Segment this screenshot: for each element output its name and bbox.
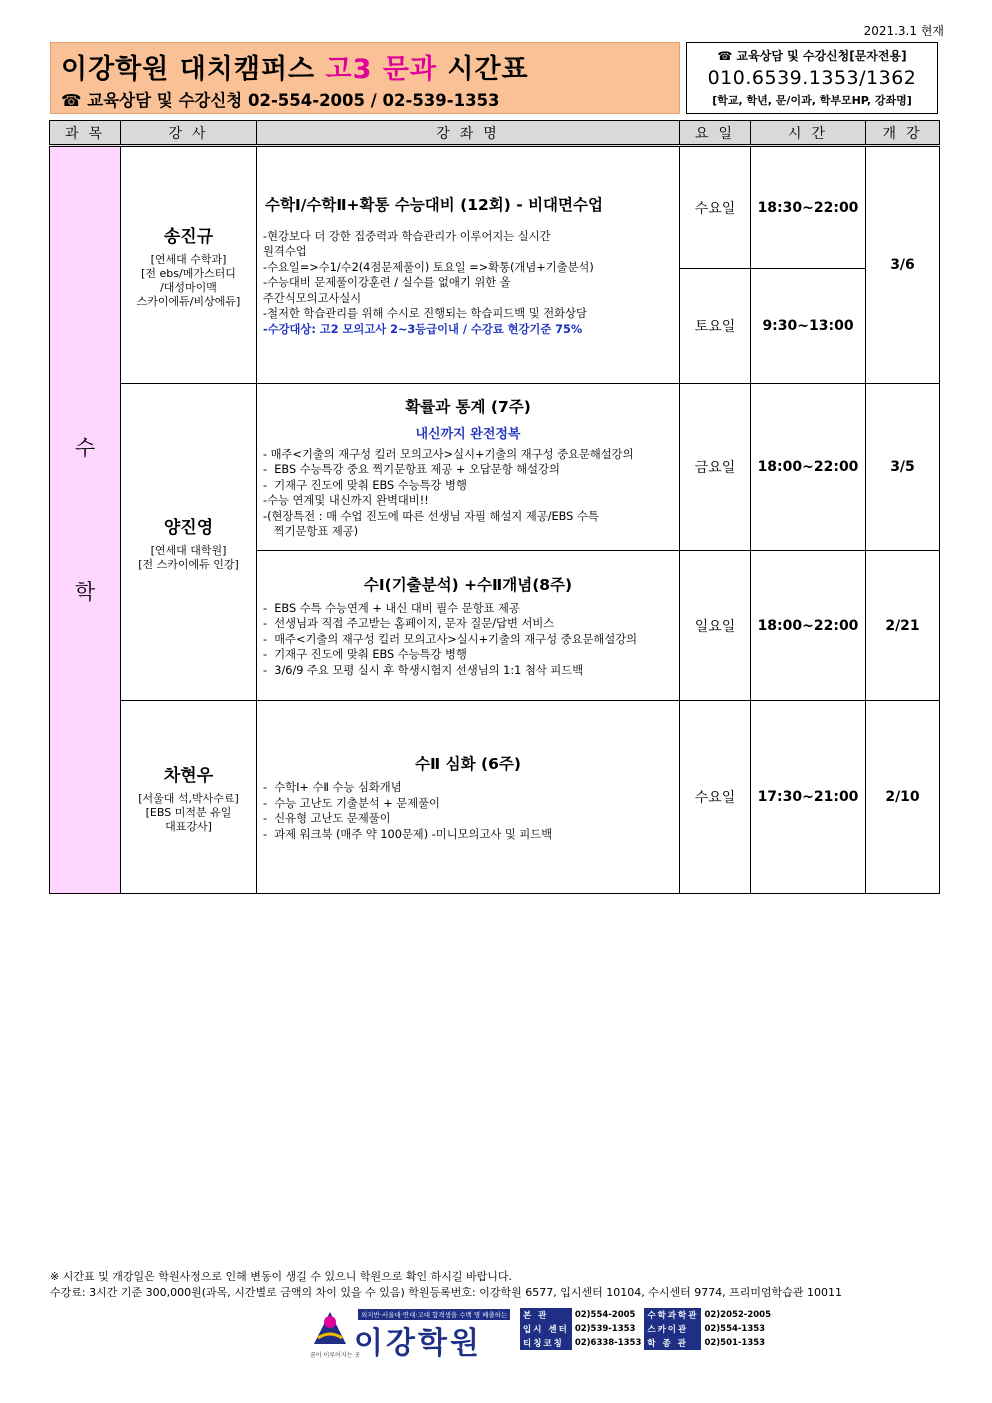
course-cell — [257, 146, 680, 384]
course-cell — [257, 384, 680, 551]
time-cell: 17:30~21:00 — [751, 701, 866, 894]
table-row — [50, 146, 940, 269]
col-day: 요일 — [680, 121, 751, 146]
course-details: -현강보다 더 강한 집중력과 학습관리가 이루어지는 실시간 원격수업 -수요일=>수1/수2(4점문제풀이) 토요일 =>확통(개념+기출분석) -수능대비 문제풀이강훈련 / 실수를 없애기 위한 올 주간식모의고사실시 -철저한 학습관리를 위해 수시로 진행되는 학습피드백 및 전화상담 — [263, 229, 594, 321]
timetable-header — [50, 121, 940, 146]
branch-row — [520, 1336, 774, 1350]
course-title: 수Ⅱ 심화 (6주) — [415, 755, 521, 773]
branch-phone: 02)539-1353 — [574, 1324, 636, 1334]
day-cell: 수요일 — [680, 701, 751, 894]
branch-phone: 02)2052-2005 — [704, 1310, 771, 1320]
branch-row — [520, 1322, 774, 1336]
title-banner — [50, 42, 680, 114]
course-title: 확률과 통계 (7주) — [405, 397, 531, 416]
instructor-desc: [연세대 대학원] [전 스카이에듀 인강] — [138, 543, 239, 571]
branch-contacts — [520, 1308, 774, 1350]
course-cell — [257, 701, 680, 894]
sms-contact-note: [학교, 학년, 문/이과, 학부모HP, 강좌명] — [712, 94, 912, 107]
start-cell: 3/5 — [866, 384, 940, 551]
time-cell: 18:00~22:00 — [751, 384, 866, 551]
time-cell: 9:30~13:00 — [751, 269, 866, 384]
col-subject: 과목 — [50, 121, 121, 146]
col-time: 시간 — [751, 121, 866, 146]
logo-name: 이강학원 — [354, 1326, 482, 1361]
course-cell — [257, 551, 680, 701]
day-cell: 토요일 — [680, 269, 751, 384]
logo-mark-icon — [310, 1308, 350, 1348]
title-highlight: 고3 문과 — [325, 54, 437, 85]
branch-phone: 02)554-2005 — [574, 1310, 636, 1320]
academy-logo — [310, 1306, 510, 1361]
subject-cell: 수 학 — [50, 146, 121, 894]
sms-contact-number: 010.6539.1353/1362 — [707, 67, 917, 89]
instructor-cell — [121, 384, 257, 701]
timetable — [49, 120, 940, 894]
instructor-name: 차현우 — [163, 765, 214, 786]
course-details: - 매주<기출의 재구성 킬러 모의고사>실시+기출의 재구성 중요문해설강의 - EBS 수능특강 중요 찍기문항표 제공 + 오답문항 해설강의 - 기재구 진도에 맞춰 EBS 수능특강 병행 -수능 연계및 내신까지 완벽대비!! -(현장특전 : 매 수업 진도에 따른 선생님 자필 해설지 제공/EBS 수특 찍기문항표 제공) — [263, 447, 634, 538]
course-details: - 수학Ⅰ+ 수Ⅱ 수능 심화개념 - 수능 고난도 기출분석 + 문제풀이 - 신유형 고난도 문제풀이 - 과제 워크북 (매주 약 100문제) -미니모의고사 및 피드백 — [263, 781, 553, 841]
branch-phone: 02)554-1353 — [704, 1324, 766, 1334]
branch-name: 스카이관 — [644, 1322, 701, 1336]
course-title: 수Ⅰ(기출분석) +수Ⅱ개념(8주) — [363, 575, 573, 594]
course-subtitle: 내신까지 완전정복 — [415, 426, 521, 442]
fee-notice: 수강료: 3시간 기준 300,000원(과목, 시간별로 금액의 차이 있을 수 있음) 학원등록번호: 이강학원 6577, 입시센터 10104, 수시센터 9774, 프리미엄학습관 10011 — [50, 1286, 843, 1299]
sms-contact-box — [686, 42, 938, 114]
logo-tagline: 꿈이 이루어지는 곳 — [310, 1352, 361, 1359]
instructor-desc: [서울대 석,박사수료] [EBS 미적분 유일 대표강사] — [138, 791, 239, 833]
course-title: 수학Ⅰ/수학Ⅱ+확통 수능대비 (12회) - 비대면수업 — [265, 195, 603, 214]
branch-name: 본 관 — [520, 1308, 572, 1322]
logo-slogan: 외지반·서울대·연대·고대 합격생을 수백 명 배출하는 — [358, 1309, 510, 1320]
branch-row — [520, 1308, 774, 1322]
instructor-name: 양진영 — [163, 517, 214, 538]
branch-name: 학 종 관 — [644, 1336, 701, 1350]
start-cell: 2/10 — [866, 701, 940, 894]
col-instructor: 강사 — [121, 121, 257, 146]
instructor-cell — [121, 701, 257, 894]
course-target: -수강대상: 고2 모의고사 2~3등급이내 / 수강료 현강기준 75% — [263, 322, 583, 336]
page-title: 이강학원 대치캠퍼스 고3 문과 시간표 — [61, 54, 529, 85]
date-label: 2021.3.1 현재 — [863, 24, 944, 38]
time-cell: 18:30~22:00 — [751, 146, 866, 269]
schedule-notice: ※ 시간표 및 개강일은 학원사정으로 인해 변동이 생길 수 있으니 학원으로 확인 하시길 바랍니다. — [50, 1270, 512, 1283]
branch-name: 수학과학관 — [644, 1308, 701, 1322]
table-row — [50, 701, 940, 894]
start-cell: 3/6 — [866, 146, 940, 384]
branch-name: 입시 센터 — [520, 1322, 572, 1336]
table-row — [50, 384, 940, 551]
day-cell: 수요일 — [680, 146, 751, 269]
course-details: - EBS 수특 수능연계 + 내신 대비 필수 문항표 제공 - 선생님과 직접 주고받는 홈페이지, 문자 질문/답변 서비스 - 매주<기출의 재구성 킬러 모의고사>실시+기출의 재구성 중요문해설강의 - 기재구 진도에 맞춰 EBS 수능특강 병행 - 3/6/9 주요 모평 실시 후 학생시험지 선생님의 1:1 첨삭 피드백 — [263, 601, 638, 677]
start-cell: 2/21 — [866, 551, 940, 701]
day-cell: 금요일 — [680, 384, 751, 551]
branch-name: 티칭코칭 — [520, 1336, 572, 1350]
instructor-desc: [연세대 수학과] [전 ebs/메가스터디 /대성마이맥 스카이에듀/비상에듀] — [136, 252, 241, 308]
col-course: 강좌명 — [257, 121, 680, 146]
branch-phone: 02)6338-1353 — [574, 1338, 642, 1348]
day-cell: 일요일 — [680, 551, 751, 701]
branch-phone: 02)501-1353 — [704, 1338, 766, 1348]
instructor-name: 송진규 — [163, 226, 214, 247]
time-cell: 18:00~22:00 — [751, 551, 866, 701]
phone-line: ☎ 교육상담 및 수강신청 02-554-2005 / 02-539-1353 — [61, 91, 500, 110]
sms-contact-title: ☎ 교육상담 및 수강신청[문자전용] — [717, 49, 907, 63]
col-start: 개강 — [866, 121, 940, 146]
instructor-cell — [121, 146, 257, 384]
